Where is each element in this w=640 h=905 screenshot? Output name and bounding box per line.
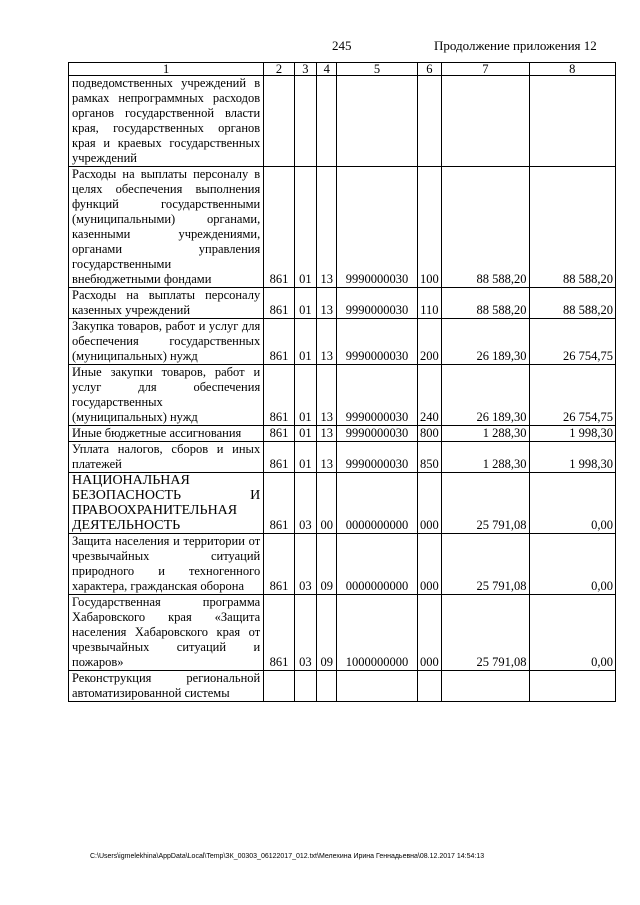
ministry-code: 861 <box>264 595 295 671</box>
table-row <box>69 426 616 442</box>
table-row <box>69 365 616 426</box>
amount-column-8: 0,00 <box>529 595 615 671</box>
expense-type-code: 000 <box>417 473 441 534</box>
section-code: 01 <box>294 365 316 426</box>
amount-column-7: 26 189,30 <box>442 319 529 365</box>
section-code: 01 <box>294 167 316 288</box>
amount-column-8: 0,00 <box>529 473 615 534</box>
row-description: Уплата налогов, сборов и иных платежей <box>69 442 264 473</box>
subsection-code: 13 <box>317 319 337 365</box>
ministry-code: 861 <box>264 534 295 595</box>
ministry-code <box>264 76 295 167</box>
subsection-code: 09 <box>317 595 337 671</box>
amount-column-8: 26 754,75 <box>529 319 615 365</box>
ministry-code: 861 <box>264 365 295 426</box>
target-article-code <box>337 76 417 167</box>
subsection-code: 00 <box>317 473 337 534</box>
row-description: Закупка товаров, работ и услуг для обеспечения государственных (муниципальных) нужд <box>69 319 264 365</box>
row-description: Расходы на выплаты персоналу в целях обеспечения выполнения функций государственными (муниципальными) органами, казенными учреждениями, органами управления государственными внебюджетными фондами <box>69 167 264 288</box>
subsection-code: 13 <box>317 167 337 288</box>
subsection-code: 13 <box>317 365 337 426</box>
budget-table <box>68 62 616 702</box>
table-row <box>69 76 616 167</box>
target-article-code: 0000000000 <box>337 473 417 534</box>
amount-column-7: 88 588,20 <box>442 288 529 319</box>
amount-column-7: 1 288,30 <box>442 426 529 442</box>
ministry-code: 861 <box>264 319 295 365</box>
section-code: 03 <box>294 473 316 534</box>
expense-type-code: 000 <box>417 595 441 671</box>
column-number: 8 <box>529 63 615 76</box>
target-article-code: 9990000030 <box>337 288 417 319</box>
target-article-code <box>337 671 417 702</box>
subsection-code: 13 <box>317 288 337 319</box>
expense-type-code: 200 <box>417 319 441 365</box>
target-article-code: 0000000000 <box>337 534 417 595</box>
amount-column-8: 1 998,30 <box>529 426 615 442</box>
section-code: 03 <box>294 534 316 595</box>
expense-type-code: 240 <box>417 365 441 426</box>
target-article-code: 9990000030 <box>337 365 417 426</box>
amount-column-8: 88 588,20 <box>529 167 615 288</box>
section-code: 01 <box>294 442 316 473</box>
expense-type-code <box>417 671 441 702</box>
expense-type-code: 100 <box>417 167 441 288</box>
section-code: 01 <box>294 288 316 319</box>
section-code: 01 <box>294 426 316 442</box>
subsection-code: 13 <box>317 426 337 442</box>
ministry-code <box>264 671 295 702</box>
appendix-continuation-note: Продолжение приложения 12 <box>434 38 597 53</box>
ministry-code: 861 <box>264 473 295 534</box>
table-row <box>69 534 616 595</box>
row-description: Расходы на выплаты персоналу казенных учреждений <box>69 288 264 319</box>
target-article-code: 9990000030 <box>337 167 417 288</box>
column-number: 2 <box>264 63 295 76</box>
target-article-code: 9990000030 <box>337 442 417 473</box>
table-row <box>69 473 616 534</box>
target-article-code: 9990000030 <box>337 426 417 442</box>
row-description: Государственная программа Хабаровского края «Защита населения Хабаровского края от чрезвычайных ситуаций и пожаров» <box>69 595 264 671</box>
amount-column-8: 1 998,30 <box>529 442 615 473</box>
amount-column-7: 25 791,08 <box>442 473 529 534</box>
column-number: 5 <box>337 63 417 76</box>
table-row <box>69 595 616 671</box>
target-article-code: 1000000000 <box>337 595 417 671</box>
amount-column-7 <box>442 671 529 702</box>
ministry-code: 861 <box>264 442 295 473</box>
subsection-code: 13 <box>317 442 337 473</box>
row-description: Иные закупки товаров, работ и услуг для обеспечения государственных (муниципальных) нужд <box>69 365 264 426</box>
row-description: НАЦИОНАЛЬНАЯ БЕЗОПАСНОСТЬ И ПРАВООХРАНИТЕЛЬНАЯ ДЕЯТЕЛЬНОСТЬ <box>69 473 264 534</box>
subsection-code <box>317 671 337 702</box>
target-article-code: 9990000030 <box>337 319 417 365</box>
row-description: подведомственных учреждений в рамках непрограммных расходов органов государственной власти края, государственных органов края и краевых государственных учреждений <box>69 76 264 167</box>
table-row <box>69 671 616 702</box>
expense-type-code: 800 <box>417 426 441 442</box>
amount-column-7: 88 588,20 <box>442 167 529 288</box>
column-number: 1 <box>69 63 264 76</box>
amount-column-8 <box>529 76 615 167</box>
expense-type-code: 110 <box>417 288 441 319</box>
section-code <box>294 671 316 702</box>
section-code: 01 <box>294 319 316 365</box>
amount-column-7: 25 791,08 <box>442 534 529 595</box>
row-description: Защита населения и территории от чрезвычайных ситуаций природного и техногенного характера, гражданская оборона <box>69 534 264 595</box>
amount-column-7: 1 288,30 <box>442 442 529 473</box>
expense-type-code: 850 <box>417 442 441 473</box>
column-number: 6 <box>417 63 441 76</box>
ministry-code: 861 <box>264 426 295 442</box>
amount-column-8: 88 588,20 <box>529 288 615 319</box>
expense-type-code: 000 <box>417 534 441 595</box>
amount-column-8: 26 754,75 <box>529 365 615 426</box>
amount-column-7 <box>442 76 529 167</box>
table-row <box>69 319 616 365</box>
amount-column-7: 25 791,08 <box>442 595 529 671</box>
file-path-footer: C:\Users\igmelekhina\AppData\Local\Temp\ЗК_00303_06122017_012.txt\Мелехина Ирина Геннадьевна\08.12.2017 14:54:13 <box>90 853 485 860</box>
table-row <box>69 167 616 288</box>
table-row <box>69 442 616 473</box>
amount-column-8: 0,00 <box>529 534 615 595</box>
ministry-code: 861 <box>264 167 295 288</box>
column-number: 3 <box>294 63 316 76</box>
row-description: Реконструкция региональной автоматизированной системы <box>69 671 264 702</box>
subsection-code: 09 <box>317 534 337 595</box>
table-row <box>69 288 616 319</box>
expense-type-code <box>417 76 441 167</box>
subsection-code <box>317 76 337 167</box>
section-code: 03 <box>294 595 316 671</box>
page-number: 245 <box>332 38 352 53</box>
column-number: 4 <box>317 63 337 76</box>
ministry-code: 861 <box>264 288 295 319</box>
amount-column-8 <box>529 671 615 702</box>
amount-column-7: 26 189,30 <box>442 365 529 426</box>
column-numbers-row <box>69 63 616 76</box>
section-code <box>294 76 316 167</box>
column-number: 7 <box>442 63 529 76</box>
row-description: Иные бюджетные ассигнования <box>69 426 264 442</box>
